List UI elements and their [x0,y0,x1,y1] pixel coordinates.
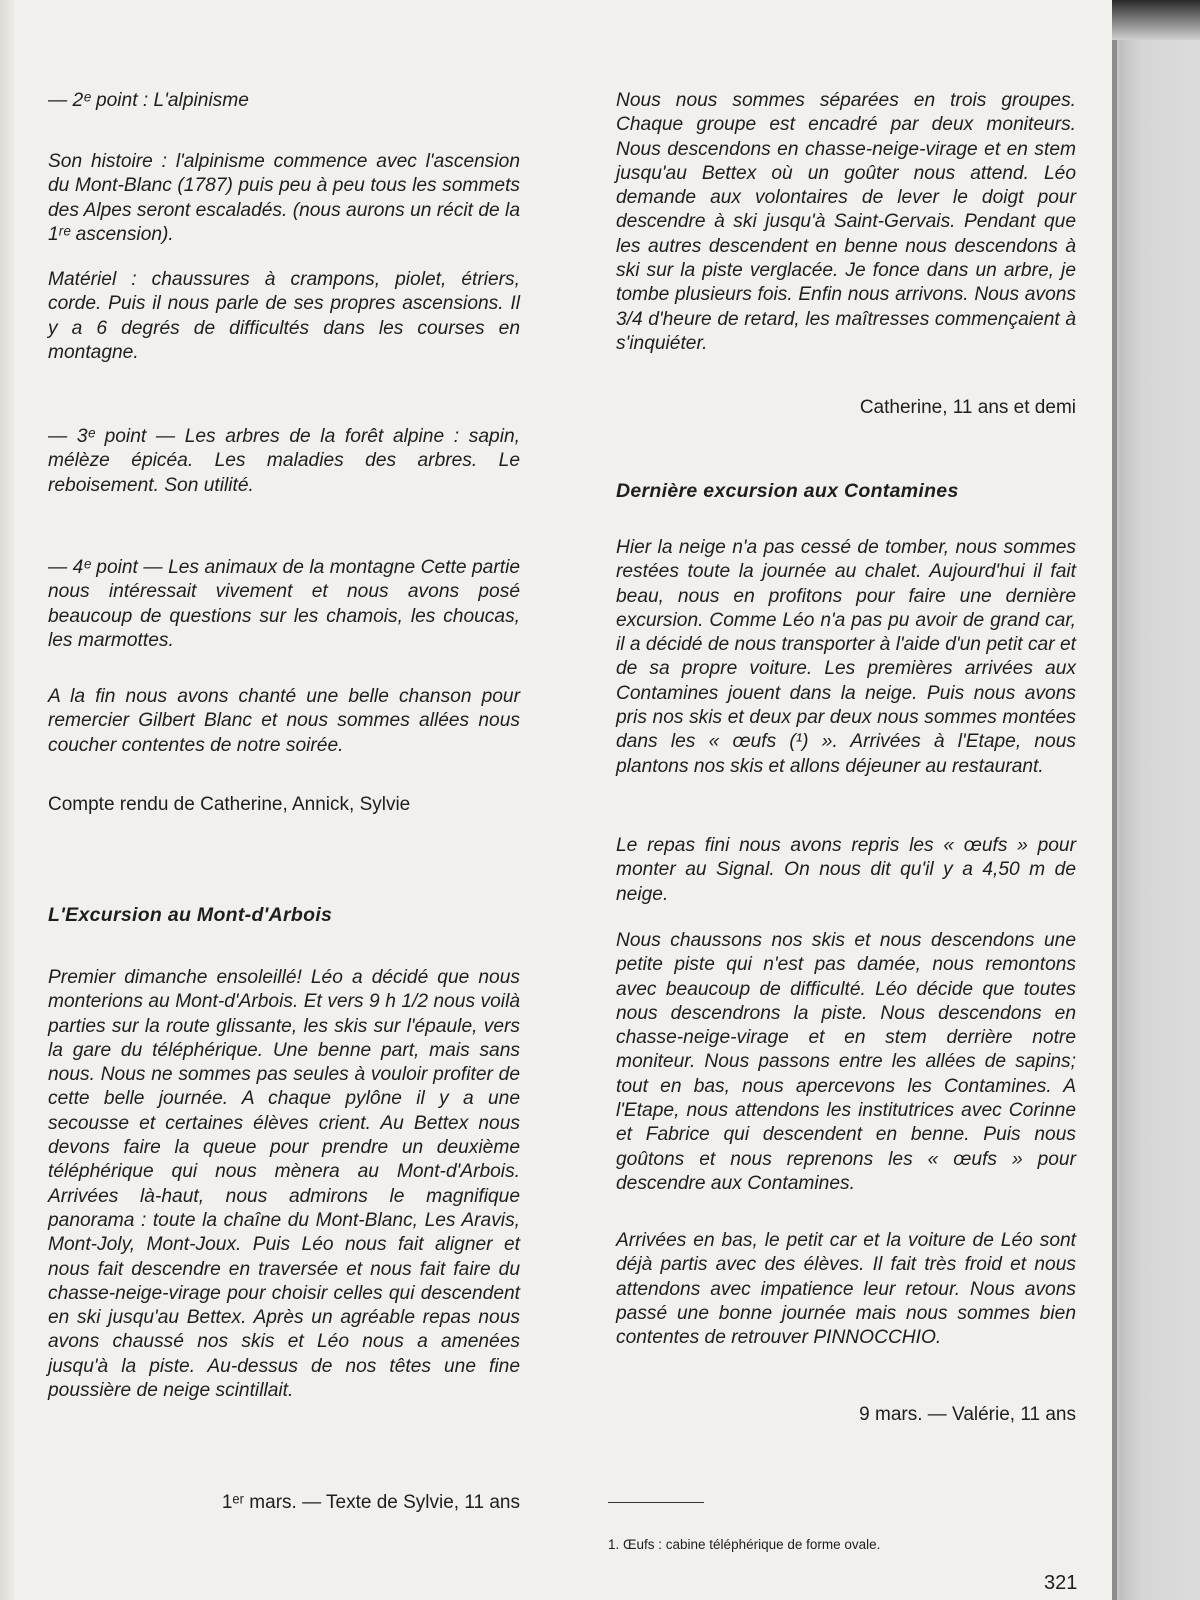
fin-paragraph: A la fin nous avons chanté une belle chanson pour remercier Gilbert Blanc et nous sommes allées nous coucher contentes de notre soirée. [48,686,520,756]
valerie-signature: 9 mars. — Valérie, 11 ans [859,1404,1076,1425]
point2-heading: — 2ᵉ point : L'alpinisme [48,90,249,111]
point3-paragraph: — 3ᵉ point — Les arbres de la forêt alpine : sapin, mélèze épicéa. Les maladies des arbres. Le reboisement. Son utilité. [48,426,520,496]
page-number: 321 [1044,1572,1078,1594]
groupes-paragraph: Nous nous sommes séparées en trois groupes. Chaque groupe est encadré par deux moniteurs. Nous descendons en chasse-neige-virage et en stem jusqu'au Bettex où un goûter nous attend. Léo demande aux volontaires de lever le doigt pour descendre à ski jusqu'à Saint-Gervais. Pendant que les autres descendent en benne nous descendons à ski sur la piste verglacée. Je fonce dans un arbre, je tombe plusieurs fois. Enfin nous arrivons. Nous avons 3/4 d'heure de retard, les maîtresses commençaient à s'inquiéter. [616,90,1076,354]
footnote: 1. Œufs : cabine téléphérique de forme ovale. [608,1537,881,1552]
binding-shadow [0,0,14,1600]
contamines-paragraph-2: Le repas fini nous avons repris les « œufs » pour monter au Signal. On nous dit qu'il y a 4,50 m de neige. [616,835,1076,905]
page-edge-shadow [1112,0,1200,1600]
point4-paragraph: — 4ᵉ point — Les animaux de la montagne Cette partie nous intéressait vivement et nous avons posé beaucoup de questions sur les chamois, les choucas, les marmottes. [48,557,520,651]
footnote-rule [608,1502,704,1503]
compte-rendu-signature: Compte rendu de Catherine, Annick, Sylvie [48,794,411,815]
sylvie-signature: 1ᵉʳ mars. — Texte de Sylvie, 11 ans [221,1492,520,1513]
contamines-paragraph-1: Hier la neige n'a pas cessé de tomber, nous sommes restées toute la journée au chalet. Aujourd'hui il fait beau, nous en profitons pour faire une dernière excursion. Comme Léo n'a pas pu avoir de grand car, il a décidé de nous transporter à l'aide d'un petit car et de sa propre voiture. Les premières arrivées aux Contamines jouent dans la neige. Puis nous avons pris nos skis et deux par deux nous sommes montées dans les « œufs (¹) ». Arrivées à l'Etape, nous plantons nos skis et allons déjeuner au restaurant. [616,537,1076,777]
contamines-paragraph-3: Nous chaussons nos skis et nous descendons une petite piste qui n'est pas damée, nous remontons avec beaucoup de difficulté. Léo décide que toutes nous descendrons la piste. Nous descendons en chasse-neige-virage et en stem derrière notre moniteur. Nous passons entre les allées de sapins; tout en bas, nous apercevons les Contamines. A l'Etape, nous attendons les institutrices avec Corinne et Fabrice qui descendent en benne. Puis nous goûtons et nous reprenons les « œufs » pour descendre aux Contamines. [616,930,1076,1194]
histoire-paragraph: Son histoire : l'alpinisme commence avec l'ascension du Mont-Blanc (1787) puis peu à peu tous les sommets des Alpes seront escaladés. (nous aurons un récit de la 1ʳᵉ ascension). [48,151,520,245]
excursion-title: L'Excursion au Mont-d'Arbois [48,904,333,926]
contamines-paragraph-4: Arrivées en bas, le petit car et la voiture de Léo sont déjà partis avec des élèves. Il fait très froid et nous attendons avec impatience leur retour. Nous avons passé une bonne journée mais nous sommes bien contentes de retrouver PINNOCCHIO. [616,1230,1076,1349]
materiel-paragraph: Matériel : chaussures à crampons, piolet, étriers, corde. Puis il nous parle de ses propres ascensions. Il y a 6 degrés de difficultés dans les courses en montagne. [48,269,520,363]
derniere-excursion-title: Dernière excursion aux Contamines [616,480,959,502]
excursion-paragraph: Premier dimanche ensoleillé! Léo a décidé que nous monterions au Mont-d'Arbois. Et vers 9 h 1/2 nous voilà parties sur la route glissante, les skis sur l'épaule, vers la gare du téléphérique. Une benne part, mais sans nous. Nous ne sommes pas seules à vouloir profiter de cette belle journée. A chaque pylône il y a une secousse et certaines élèves crient. Au Bettex nous devons faire la queue pour prendre un deuxième téléphérique qui nous mènera au Mont-d'Arbois. Arrivées là-haut, nous admirons le magnifique panorama : toute la chaîne du Mont-Blanc, Les Aravis, Mont-Joly, Mont-Joux. Puis Léo nous fait aligner et nous fait descendre en traversée et nous fait faire du chasse-neige-virage pour choisir celles qui descendent en ski jusqu'au Bettex. Après un agréable repas nous avons chaussé nos skis et Léo nous a amenées jusqu'à la piste. Au-dessus de nos têtes une fine poussière de neige scintillait. [48,967,520,1402]
catherine-signature: Catherine, 11 ans et demi [859,397,1076,418]
